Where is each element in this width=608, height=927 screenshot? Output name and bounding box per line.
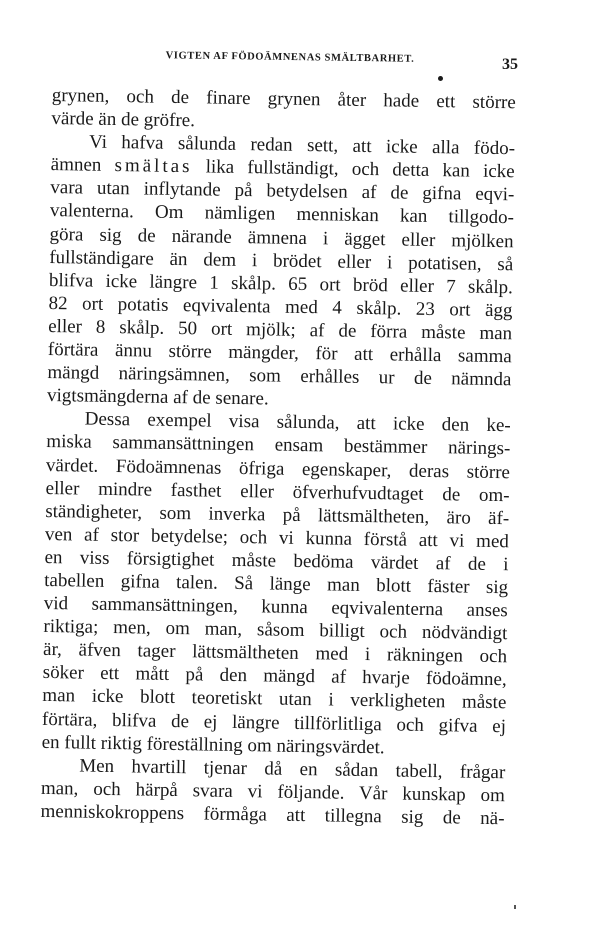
text-line: 82 ort potatis eqvivalenta med 4 skålp. 23 ort ägg — [48, 292, 513, 322]
text-line: fullständigare än dem i brödet eller i potatisen, så — [49, 246, 514, 275]
paragraph-2 — [47, 130, 515, 414]
text-line: en viss försigtighet måste bedöma värdet af de i — [44, 546, 509, 576]
text-line: Vi hafva sålunda redan sett, att icke alla födo- — [88, 131, 516, 160]
emphasized-word: smältas — [114, 155, 193, 178]
text-line: vid sammansättningen, kunna eqvivalenterna anses — [43, 592, 508, 622]
text-line: man, och härpå svara vi följande. Vår kunskap om — [40, 777, 506, 807]
text-line: förtära, blifva de ej längre tillförlitliga och gifva ej — [41, 708, 507, 737]
text-line: vigtsmängderna af de senare. — [46, 385, 269, 410]
text-line: valenterna. Om nämligen menniskan kan tillgodo- — [49, 200, 515, 229]
page-number: 35 — [502, 56, 518, 73]
paragraph-3 — [41, 407, 510, 761]
body-text — [40, 84, 516, 830]
text-line-emphasis: ämnen smältas lika fullständigt, och detta kan icke — [50, 154, 515, 183]
text-line: man icke blott teoretiskt utan i verkligheten måste — [42, 685, 507, 714]
text-line: riktiga; men, om man, såsom billigt och nödvändigt — [43, 616, 508, 645]
text-line: mängd näringsämnen, som erhålles ur de nämnda — [47, 362, 512, 391]
text-line: värde än de gröfre. — [51, 108, 196, 132]
text-line: ven af stor betydelse; och vi kunna förstå att vi med — [44, 523, 510, 553]
running-head: VIGTEN AF FÖDOÄMNENAS SMÄLTBARHET. — [165, 50, 415, 65]
text-line: grynen, och de finare grynen åter hade ett större — [51, 84, 516, 114]
text-line: miska sammansättningen ensam bestämmer närings- — [46, 431, 511, 460]
paragraph-1 — [51, 84, 516, 137]
text-line: söker ett mått på den mängd af hvarje födoämne, — [42, 662, 507, 691]
ink-speck — [514, 905, 516, 909]
ink-dot — [438, 76, 443, 81]
paragraph-4 — [40, 754, 505, 831]
text-line: är, äfven tager lättsmältheten med i räkningen och — [42, 639, 508, 668]
text-line: Men hvartill tjenar då en sådan tabell, frågar — [79, 755, 506, 783]
text-line: vara utan inflytande på betydelsen af de gifna eqvi- — [50, 177, 515, 206]
text-line: värdet. Födoämnenas öfriga egenskaper, deras större — [45, 454, 511, 483]
text-line: förtära ännu större mängder, för att erhålla samma — [47, 338, 512, 368]
text-line: ständigheter, som inverka på lättsmältheten, äro äf- — [45, 500, 510, 529]
text-line: tabellen gifna talen. Så länge man blott fäster sig — [44, 569, 509, 599]
text-line: blifva icke längre 1 skålp. 65 ort bröd eller 7 skålp. — [48, 269, 514, 299]
text-line: en fullt riktig föreställning om näringsvärdet. — [41, 731, 385, 758]
text-line: eller mindre fasthet eller öfverhufvudtaget de om- — [45, 477, 510, 506]
text-line: eller 8 skålp. 50 ort mjölk; af de förra måste man — [48, 315, 513, 345]
text-line: menniskokroppens förmåga att tillegna sig de nä- — [40, 800, 505, 830]
text-line: göra sig de närande ämnena i ägget eller mjölken — [49, 223, 514, 252]
text-line: Dessa exempel visa sålunda, att icke den ke- — [84, 408, 511, 437]
